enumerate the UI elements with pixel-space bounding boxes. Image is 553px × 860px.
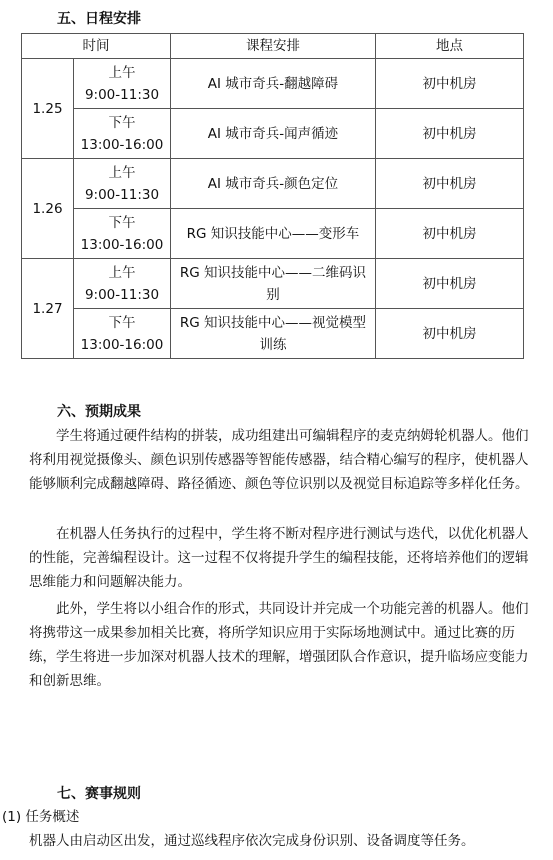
hours-label: 9:00-11:30 [84, 186, 160, 203]
section-6-heading: 六、预期成果 [57, 404, 141, 420]
hours-label: 9:00-11:30 [84, 286, 160, 303]
location-cell: 初中机房 [376, 309, 524, 359]
table-row [22, 259, 524, 309]
date-cell: 1.26 [22, 159, 74, 259]
hours-label: 13:00-16:00 [80, 136, 164, 153]
table-row [22, 309, 524, 359]
course-cell: AI 城市奇兵-颜色定位 [171, 159, 376, 209]
time-cell [74, 209, 171, 259]
date-cell: 1.25 [22, 59, 74, 159]
header-location: 地点 [376, 34, 524, 59]
course-cell: RG 知识技能中心——视觉模型训练 [171, 309, 376, 359]
date-cell: 1.27 [22, 259, 74, 359]
table-header-row [22, 34, 524, 59]
period-label: 下午 [108, 314, 136, 331]
course-cell: RG 知识技能中心——变形车 [171, 209, 376, 259]
outcome-paragraph: 学生将通过硬件结构的拼装，成功组建出可编辑程序的麦克纳姆轮机器人。他们将利用视觉摄像头、颜色识别传感器等智能传感器，结合精心编写的程序，使机器人能够顺利完成翻越障碍、路径循迹、颜色等位识别以及视觉目标追踪等多样化任务。 [29, 428, 529, 492]
time-cell [74, 309, 171, 359]
course-cell: RG 知识技能中心——二维码识别 [171, 259, 376, 309]
period-label: 上午 [108, 164, 136, 181]
period-label: 上午 [108, 64, 136, 81]
outcome-paragraph: 此外，学生将以小组合作的形式，共同设计并完成一个功能完善的机器人。他们将携带这一成果参加相关比赛，将所学知识应用于实际场地测试中。通过比赛的历练，学生将进一步加深对机器人技术的理解，增强团队合作意识，提升临场应变能力和创新思维。 [29, 601, 529, 689]
period-label: 下午 [108, 214, 136, 231]
table-row [22, 59, 524, 109]
table-row [22, 159, 524, 209]
hours-label: 13:00-16:00 [80, 336, 164, 353]
table-row [22, 109, 524, 159]
outcome-paragraph: 在机器人任务执行的过程中，学生将不断对程序进行测试与迭代，以优化机器人的性能，完善编程设计。这一过程不仅将提升学生的编程技能，还将培养他们的逻辑思维能力和问题解决能力。 [29, 526, 529, 590]
time-cell [74, 109, 171, 159]
time-cell [74, 59, 171, 109]
location-cell: 初中机房 [376, 159, 524, 209]
hours-label: 13:00-16:00 [80, 236, 164, 253]
location-cell: 初中机房 [376, 259, 524, 309]
task-overview-heading: (1) 任务概述 [2, 809, 80, 825]
header-course: 课程安排 [171, 34, 376, 59]
time-cell [74, 259, 171, 309]
section-5-heading: 五、日程安排 [57, 11, 141, 27]
table-row [22, 209, 524, 259]
period-label: 下午 [108, 114, 136, 131]
task-overview-text: 机器人由启动区出发，通过巡线程序依次完成身份识别、设备调度等任务。 [29, 833, 475, 849]
section-7-heading: 七、赛事规则 [57, 786, 141, 802]
course-cell: AI 城市奇兵-翻越障碍 [171, 59, 376, 109]
hours-label: 9:00-11:30 [84, 86, 160, 103]
location-cell: 初中机房 [376, 59, 524, 109]
time-cell [74, 159, 171, 209]
period-label: 上午 [108, 264, 136, 281]
header-time: 时间 [22, 34, 171, 59]
schedule-table [21, 33, 524, 359]
location-cell: 初中机房 [376, 209, 524, 259]
location-cell: 初中机房 [376, 109, 524, 159]
course-cell: AI 城市奇兵-闻声循迹 [171, 109, 376, 159]
